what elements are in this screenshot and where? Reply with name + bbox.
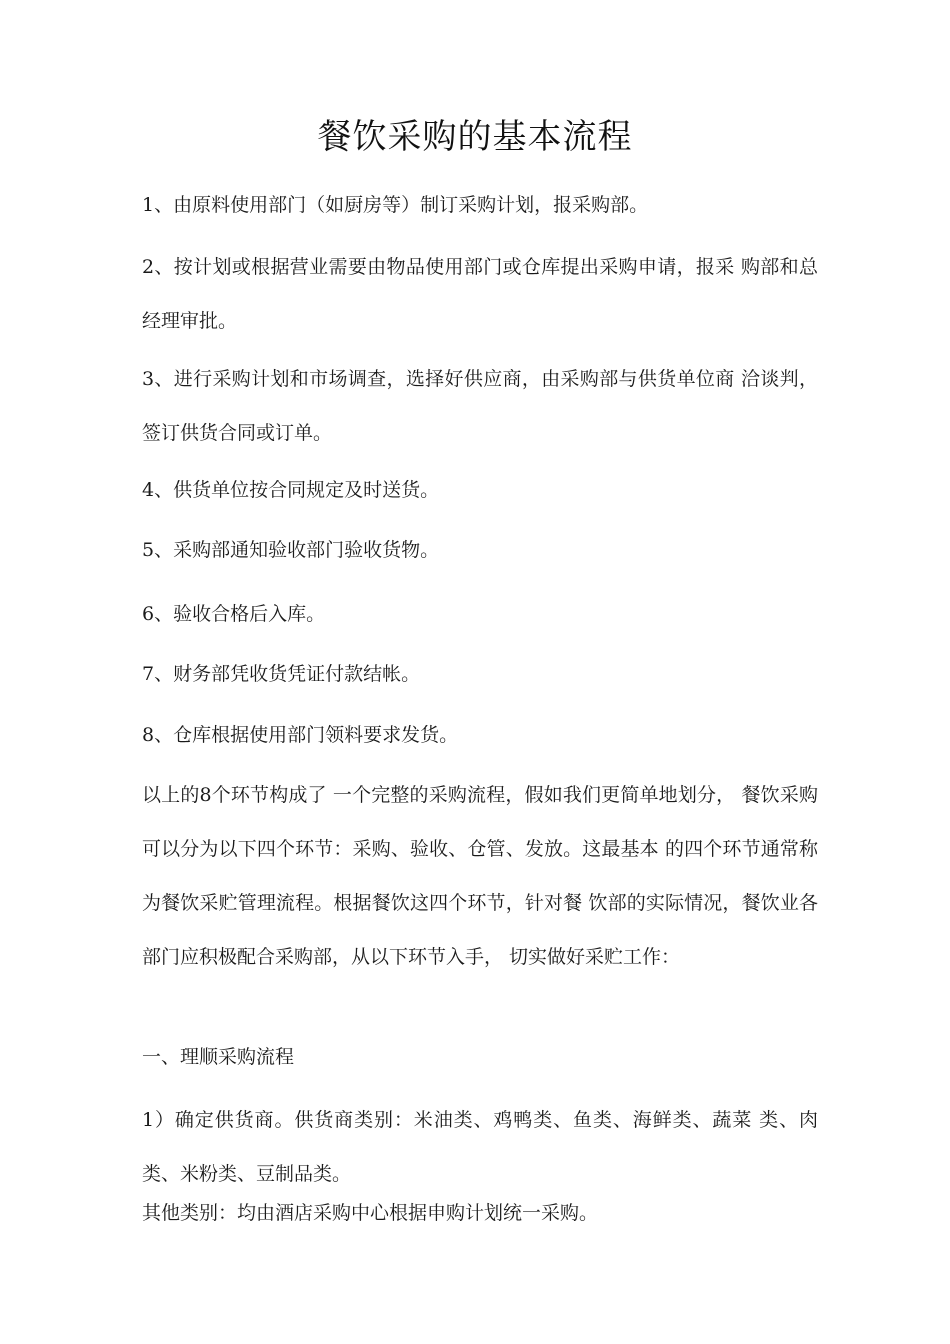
section-heading: 一、理顺采购流程 <box>142 1046 295 1068</box>
step-5-paragraph: 5、采购部通知验收部门验收货物。 <box>142 539 440 561</box>
step-3-paragraph: 3、进行采购计划和市场调查，选择好供应商，由采购部与供货单位商 洽谈判，签订供货合同或订单。 <box>142 368 818 444</box>
step-2-paragraph: 2、按计划或根据营业需要由物品使用部门或仓库提出采购申请，报采 购部和总经理审批。 <box>142 256 818 332</box>
step-1-paragraph: 1、由原料使用部门（如厨房等）制订采购计划，报采购部。 <box>142 194 649 216</box>
other-categories-paragraph: 其他类别：均由酒店采购中心根据申购计划统一采购。 <box>142 1202 599 1224</box>
step-4-paragraph: 4、供货单位按合同规定及时送货。 <box>142 479 440 501</box>
step-7-paragraph: 7、财务部凭收货凭证付款结帐。 <box>142 663 421 685</box>
document-title: 餐饮采购的基本流程 <box>317 117 633 157</box>
supplier-item-paragraph: 1）确定供货商。供货商类别：米油类、鸡鸭类、鱼类、海鲜类、蔬菜 类、肉类、米粉类、豆制品类。 <box>142 1109 818 1185</box>
summary-paragraph: 以上的8个环节构成了 一个完整的采购流程，假如我们更简单地划分， 餐饮采购可以分为以下四个环节：采购、验收、仓管、发放。这最基本 的四个环节通常称为餐饮采贮管理流程。根据餐饮这四个环节，针对餐 饮部的实际情况，餐饮业各部门应积极配合采购部，从以下环节入手， 切实做好采贮工作： <box>142 784 818 968</box>
step-6-paragraph: 6、验收合格后入库。 <box>142 603 326 625</box>
step-8-paragraph: 8、仓库根据使用部门领料要求发货。 <box>142 724 459 746</box>
